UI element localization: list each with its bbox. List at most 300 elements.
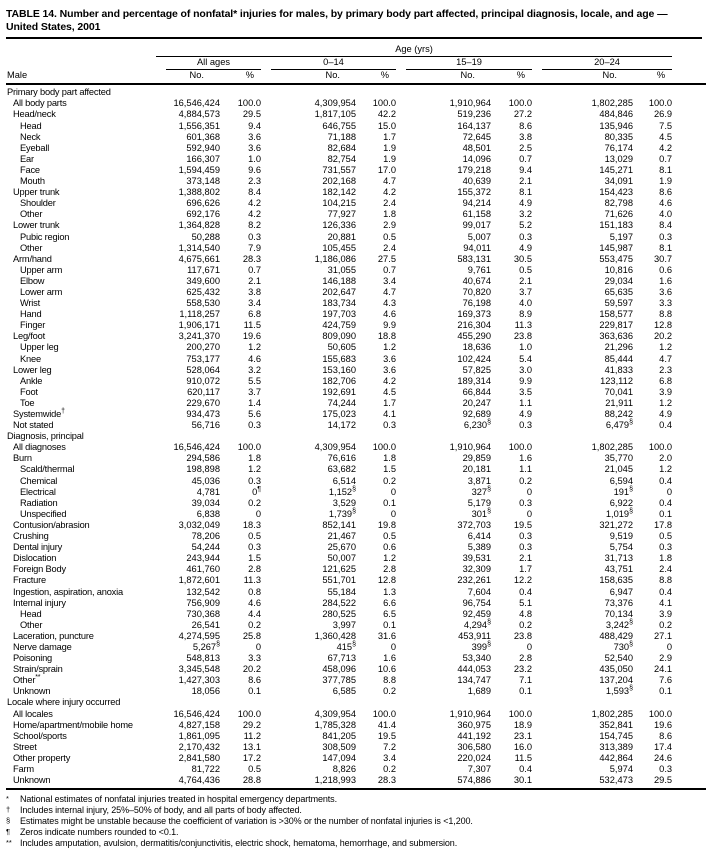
- value-cell: 11.3: [514, 320, 532, 331]
- value-cell: 100.0: [237, 442, 261, 453]
- row-label: Contusion/abrasion: [13, 519, 90, 530]
- value-cell: 78,206: [191, 531, 220, 542]
- row-label: Strain/sprain: [13, 664, 63, 675]
- value-cell: 692,176: [186, 209, 220, 220]
- value-cell: 4.2: [659, 142, 673, 153]
- table-row: [6, 98, 706, 109]
- value-cell: 145,987: [599, 242, 633, 253]
- value-cell: 4.3: [383, 298, 396, 309]
- value-cell: 8.6: [659, 187, 673, 198]
- value-cell: 5,007: [467, 231, 491, 242]
- value-cell: 4.6: [248, 597, 261, 608]
- value-cell: 5,754: [609, 542, 633, 553]
- value-cell: 1,817,105: [314, 109, 356, 120]
- value-cell: 73,376: [604, 597, 633, 608]
- table-row: [6, 187, 706, 198]
- value-cell: 1.2: [248, 464, 261, 475]
- value-cell: 50,007: [327, 553, 356, 564]
- value-cell: 20,181: [462, 464, 491, 475]
- value-cell: 1,314,540: [178, 242, 220, 253]
- spacer-cell: [672, 209, 706, 220]
- value-cell: 17.0: [377, 164, 396, 175]
- value-cell: 5,197: [609, 231, 633, 242]
- table-row: [6, 121, 706, 132]
- table-row: [6, 564, 706, 575]
- value-cell: 30.7: [653, 253, 673, 264]
- row-label: Poisoning: [13, 653, 53, 664]
- spacer-cell: [672, 764, 706, 775]
- value-cell: 1,802,285: [591, 98, 633, 109]
- footnote-marker: §: [6, 816, 11, 826]
- spacer-cell: [672, 98, 706, 109]
- row-label: Foreign Body: [13, 564, 66, 575]
- value-cell: 50,288: [191, 231, 220, 242]
- value-cell: 6.6: [383, 597, 396, 608]
- value-cell: 601,368: [186, 131, 220, 142]
- value-cell: 4.5: [659, 131, 673, 142]
- value-cell: 3,529: [332, 497, 356, 508]
- value-cell: 4,827,158: [178, 719, 220, 730]
- value-cell: 4,309,954: [314, 708, 356, 719]
- number-column-header: No.: [261, 70, 356, 84]
- row-label: Face: [20, 164, 40, 175]
- value-cell: 74,244: [327, 397, 356, 408]
- row-label: Home/apartment/mobile home: [13, 719, 133, 730]
- value-cell: 3.6: [248, 142, 261, 153]
- value-cell: 16,546,424: [173, 442, 220, 453]
- value-cell: 696,626: [186, 198, 220, 209]
- value-cell: 6,838: [196, 508, 220, 519]
- value-cell: 29.5: [633, 775, 672, 789]
- spacer-cell: [672, 487, 706, 498]
- value-cell: 18.9: [513, 719, 532, 730]
- value-cell: 592,940: [186, 142, 220, 153]
- spacer-cell: [672, 442, 706, 453]
- value-cell: 0.7: [248, 264, 261, 275]
- value-cell: 4.4: [248, 608, 261, 619]
- value-cell: 4.6: [659, 198, 673, 209]
- value-cell: 9,761: [467, 264, 491, 275]
- row-label: Finger: [20, 320, 46, 331]
- spacer-cell: [672, 420, 706, 431]
- value-cell: 3.9: [659, 608, 673, 619]
- row-label: Other property: [13, 752, 71, 763]
- value-cell: 3.6: [383, 353, 396, 364]
- value-cell: 488,429: [599, 630, 633, 641]
- value-cell: 137,204: [599, 675, 633, 686]
- table-row: [6, 464, 706, 475]
- value-cell: 191§: [613, 485, 633, 497]
- value-cell: 158,577: [599, 309, 633, 320]
- value-cell: 0.6: [383, 542, 396, 553]
- value-cell: 1,802,285: [591, 708, 633, 719]
- row-label: Dislocation: [13, 553, 57, 564]
- value-cell: 4.8: [519, 608, 532, 619]
- value-cell: 99,017: [462, 220, 491, 231]
- value-cell: 910,072: [186, 375, 220, 386]
- value-cell: 154,745: [599, 730, 633, 741]
- value-cell: 551,701: [322, 575, 356, 586]
- value-cell: 29,859: [462, 453, 491, 464]
- value-cell: 18.8: [377, 331, 396, 342]
- spacer-cell: [672, 542, 706, 553]
- spacer-cell: [672, 387, 706, 398]
- spacer-cell: [672, 57, 706, 71]
- value-cell: 26.9: [653, 109, 673, 120]
- row-label: Unknown: [6, 775, 156, 789]
- value-cell: 8,826: [332, 764, 356, 774]
- value-cell: 1,593§: [605, 685, 633, 697]
- table-row: [6, 631, 706, 642]
- value-cell: 10.6: [377, 664, 396, 675]
- value-cell: 1,785,328: [314, 719, 356, 730]
- value-cell: 0.3: [248, 231, 261, 242]
- value-cell: 1.7: [383, 397, 396, 408]
- footnote-text: Includes internal injury, 25%–50% of body, and all parts of body affected.: [20, 805, 302, 816]
- value-cell: 2.4: [383, 198, 396, 209]
- value-cell: 3.5: [519, 386, 532, 397]
- table-row: [6, 753, 706, 764]
- value-cell: 4,309,954: [314, 98, 356, 109]
- value-cell: 43,751: [604, 564, 633, 575]
- table-row: [6, 720, 706, 731]
- value-cell: 6,479§: [605, 419, 633, 431]
- value-cell: 0.2: [248, 619, 261, 630]
- value-cell: 169,373: [457, 309, 491, 320]
- value-cell: 25,670: [327, 542, 356, 553]
- table-row: [6, 731, 706, 742]
- value-cell: 3.2: [248, 364, 261, 375]
- value-cell: 216,304: [457, 320, 491, 331]
- spacer-cell: [672, 753, 706, 764]
- value-cell: 100.0: [648, 98, 673, 109]
- age-span-header: Age (yrs): [156, 44, 672, 57]
- value-cell: 4.1: [659, 597, 673, 608]
- value-cell: 70,041: [604, 386, 633, 397]
- value-cell: 3,345,548: [178, 664, 220, 675]
- value-cell: 5.5: [248, 375, 261, 386]
- spacer-cell: [672, 575, 706, 586]
- value-cell: 461,760: [186, 564, 220, 575]
- value-cell: 852,141: [322, 519, 356, 530]
- value-cell: 4,675,661: [178, 253, 220, 264]
- value-cell: 13,029: [604, 153, 633, 164]
- value-cell: 82,684: [327, 142, 356, 153]
- spacer-cell: [672, 675, 706, 686]
- row-label: Radiation: [20, 497, 58, 508]
- value-cell: 70,134: [604, 608, 633, 619]
- value-cell: 1,152§: [328, 485, 356, 497]
- value-cell: 4.1: [383, 409, 396, 419]
- value-cell: 77,927: [327, 209, 356, 220]
- value-cell: 100.0: [508, 98, 532, 109]
- value-cell: 4.5: [383, 386, 396, 397]
- value-cell: 30.5: [513, 253, 532, 264]
- column-header-row: [6, 70, 706, 84]
- value-cell: 2.1: [248, 275, 261, 286]
- value-cell: 5,974: [609, 764, 633, 774]
- value-cell: 18,636: [462, 342, 491, 353]
- footnote-text: Includes amputation, avulsion, dermatitis/conjunctivitis, electric shock, hematoma, hemorrhage, and submersion.: [20, 838, 458, 849]
- table-row: [6, 575, 706, 586]
- value-cell: 20.2: [242, 664, 261, 675]
- value-cell: 3.6: [383, 364, 396, 375]
- spacer-cell: [672, 720, 706, 731]
- value-cell: 458,096: [322, 664, 356, 675]
- value-cell: 484,846: [599, 109, 633, 120]
- value-cell: 27.2: [513, 109, 532, 120]
- value-cell: 9.9: [383, 320, 396, 331]
- value-cell: 620,117: [187, 386, 220, 397]
- value-cell: 23.8: [513, 331, 532, 342]
- value-cell: 6,947: [609, 586, 633, 597]
- value-cell: 31,713: [604, 553, 633, 564]
- value-cell: 54,244: [191, 542, 220, 553]
- value-cell: 28.3: [356, 775, 396, 789]
- value-cell: 455,290: [457, 331, 491, 342]
- row-label: Ingestion, aspiration, anoxia: [13, 586, 123, 597]
- value-cell: 532,473: [532, 775, 633, 789]
- row-label: Upper arm: [20, 264, 63, 275]
- value-cell: 1.7: [519, 564, 532, 575]
- value-cell: 67,713: [327, 653, 356, 664]
- row-label: Farm: [13, 764, 34, 774]
- value-cell: 23.8: [513, 630, 532, 641]
- value-cell: 243,944: [186, 553, 220, 564]
- value-cell: 1.5: [383, 464, 396, 475]
- spacer-cell: [672, 220, 706, 231]
- value-cell: 4,764,436: [156, 775, 220, 789]
- table-row: [6, 620, 706, 631]
- value-cell: 94,214: [462, 198, 491, 209]
- value-cell: 3,997: [332, 619, 356, 630]
- value-cell: 0.3: [659, 542, 673, 553]
- value-cell: 29.2: [242, 719, 261, 730]
- value-cell: 20,881: [327, 231, 356, 242]
- spacer-cell: [672, 520, 706, 531]
- value-cell: 9.6: [248, 164, 261, 175]
- spacer-cell: [672, 276, 706, 287]
- value-cell: 7.2: [383, 741, 396, 752]
- value-cell: 0.1: [519, 686, 532, 697]
- value-cell: 3,242§: [605, 618, 633, 630]
- table-row: [6, 742, 706, 753]
- table-row: [6, 709, 706, 720]
- table-row: [6, 276, 706, 287]
- table-row: [6, 498, 706, 509]
- value-cell: 0.2: [383, 764, 396, 774]
- table-row: [6, 354, 706, 365]
- percent-column-header: %: [356, 70, 396, 84]
- value-cell: 14,172: [327, 420, 356, 431]
- value-cell: 0.7: [383, 264, 396, 275]
- value-cell: 415§: [336, 640, 356, 652]
- row-label: Arm/hand: [13, 253, 52, 264]
- table-row: [6, 320, 706, 331]
- value-cell: 2,170,432: [178, 741, 220, 752]
- table-row: [6, 265, 706, 276]
- value-cell: 11.3: [243, 575, 261, 586]
- value-cell: 3,871: [467, 475, 491, 486]
- value-cell: 20,247: [462, 397, 491, 408]
- value-cell: 4.0: [659, 209, 673, 220]
- footnote: [6, 827, 706, 838]
- value-cell: 0: [390, 486, 396, 497]
- footnote-marker: ¶: [6, 827, 11, 837]
- value-cell: 6,594: [609, 475, 633, 486]
- value-cell: 1.2: [659, 397, 673, 408]
- value-cell: 1,802,285: [591, 442, 633, 453]
- value-cell: 42.2: [377, 109, 396, 120]
- table-row: [6, 132, 706, 143]
- value-cell: 1.1: [519, 464, 532, 475]
- value-cell: 1.1: [519, 397, 532, 408]
- value-cell: 41,833: [604, 364, 633, 375]
- value-cell: 1,861,095: [178, 730, 220, 741]
- value-cell: 32,309: [462, 564, 491, 575]
- value-cell: 574,886: [396, 775, 491, 789]
- spacer-cell: [672, 376, 706, 387]
- value-cell: 1.2: [248, 342, 261, 353]
- value-cell: 0.3: [519, 531, 532, 542]
- value-cell: 0.1: [383, 619, 396, 630]
- table-row: [6, 453, 706, 464]
- value-cell: 23.2: [513, 664, 532, 675]
- value-cell: 13.1: [242, 741, 261, 752]
- footnote-marker: **: [6, 838, 12, 848]
- value-cell: 284,522: [322, 597, 356, 608]
- value-cell: 0.4: [659, 586, 673, 597]
- value-cell: 0.7: [519, 153, 532, 164]
- value-cell: 0.2: [248, 497, 261, 508]
- value-cell: 8.4: [248, 187, 261, 198]
- value-cell: 15.0: [377, 120, 396, 131]
- value-cell: 1.6: [383, 653, 396, 664]
- empty-corner-cell: [6, 57, 156, 71]
- value-cell: 528,064: [186, 364, 220, 375]
- value-cell: 18,056: [191, 686, 220, 697]
- value-cell: 0.4: [659, 475, 673, 486]
- row-label: All body parts: [13, 98, 67, 109]
- section-heading: Primary body part affected: [7, 87, 111, 98]
- spacer-cell: [672, 109, 706, 120]
- row-label: Other: [20, 209, 43, 220]
- value-cell: 164,137: [457, 120, 491, 131]
- row-label: Other: [20, 619, 43, 630]
- value-cell: 183,734: [322, 298, 356, 309]
- value-cell: 0: [666, 641, 673, 652]
- row-label: Upper leg: [20, 342, 59, 353]
- value-cell: 100.0: [237, 708, 261, 719]
- spacer-cell: [672, 254, 706, 265]
- value-cell: 76,616: [327, 453, 356, 464]
- spacer-cell: [672, 498, 706, 509]
- value-cell: 4.0: [519, 298, 532, 309]
- value-cell: 8.8: [659, 309, 673, 320]
- value-cell: 5.2: [519, 220, 532, 231]
- spacer-cell: [672, 232, 706, 243]
- table-row: [6, 254, 706, 265]
- empty-corner-cell: [6, 44, 156, 57]
- row-label: School/sports: [13, 730, 67, 741]
- table-row: [6, 686, 706, 697]
- value-cell: 3.0: [519, 364, 532, 375]
- value-cell: 7,307: [467, 764, 491, 774]
- value-cell: 55,184: [327, 586, 356, 597]
- table-row: [6, 476, 706, 487]
- value-cell: 179,218: [457, 164, 491, 175]
- value-cell: 2.0: [659, 453, 673, 464]
- value-cell: 0: [666, 486, 673, 497]
- value-cell: 1.6: [519, 453, 532, 464]
- section-heading: Locale where injury occurred: [7, 697, 121, 708]
- table-row: [6, 664, 706, 675]
- table-row: [6, 775, 706, 789]
- value-cell: 1.9: [659, 176, 673, 187]
- table-row: [6, 209, 706, 220]
- row-label: Dental injury: [13, 542, 63, 553]
- value-cell: 1.5: [248, 553, 261, 564]
- value-cell: 0.5: [383, 531, 396, 542]
- row-label: Not stated: [13, 420, 54, 431]
- table-row: [6, 442, 706, 453]
- value-cell: 4.6: [383, 309, 396, 320]
- value-cell: 17.2: [242, 752, 261, 763]
- table-row: [6, 143, 706, 154]
- value-cell: 1,364,828: [178, 220, 220, 231]
- value-cell: 96,754: [462, 597, 491, 608]
- value-cell: 1.2: [659, 342, 673, 353]
- spacer-cell: [672, 176, 706, 187]
- row-label: Leg/foot: [13, 331, 46, 342]
- value-cell: 100.0: [372, 442, 396, 453]
- value-cell: 1.8: [248, 453, 261, 464]
- value-cell: 2.9: [659, 653, 673, 664]
- value-cell: 0.1: [248, 686, 261, 697]
- age-group-header: 0–14: [261, 57, 396, 71]
- value-cell: 1.8: [659, 553, 673, 564]
- row-label: Upper trunk: [13, 187, 60, 198]
- value-cell: 0.3: [248, 542, 261, 553]
- value-cell: 0: [390, 508, 396, 519]
- spacer-cell: [672, 775, 706, 789]
- row-label: Systemwide†: [13, 407, 65, 419]
- value-cell: 4.7: [659, 353, 673, 364]
- value-cell: 363,636: [599, 331, 633, 342]
- value-cell: 65,635: [604, 286, 633, 297]
- spacer-cell: [672, 198, 706, 209]
- value-cell: 441,192: [457, 730, 491, 741]
- spacer-cell: [672, 631, 706, 642]
- table-row: [6, 764, 706, 775]
- row-label: Internal injury: [13, 597, 66, 608]
- value-cell: 70,820: [462, 286, 491, 297]
- value-cell: 71,188: [327, 131, 356, 142]
- spacer-cell: [672, 132, 706, 143]
- age-group-header: 15–19: [396, 57, 532, 71]
- spacer-cell: [672, 398, 706, 409]
- row-label: Mouth: [20, 176, 45, 187]
- value-cell: 18.3: [242, 519, 261, 530]
- value-cell: 100.0: [508, 708, 532, 719]
- spacer-cell: [672, 731, 706, 742]
- value-cell: 583,131: [457, 253, 491, 264]
- row-label: Elbow: [20, 275, 45, 286]
- value-cell: 1,906,171: [178, 320, 220, 331]
- value-cell: 3.8: [519, 131, 532, 142]
- value-cell: 82,798: [604, 198, 633, 209]
- value-cell: 2.8: [248, 564, 261, 575]
